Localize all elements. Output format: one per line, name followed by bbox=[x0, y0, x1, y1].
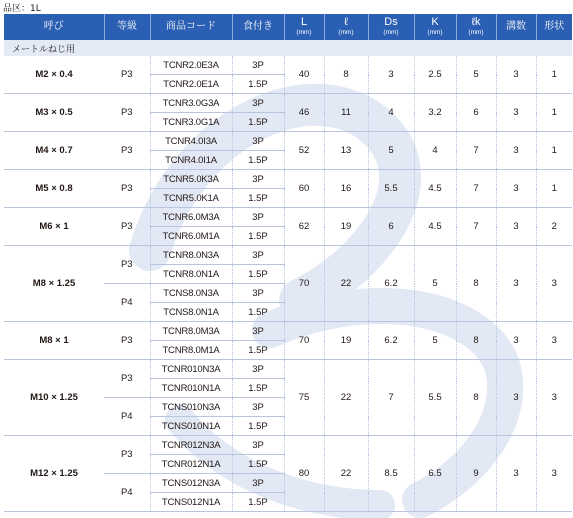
product-code: TCNR6.0M1A bbox=[150, 227, 232, 246]
dim-shape: 1 bbox=[536, 94, 572, 132]
header-l-unit: (mm) bbox=[338, 28, 354, 36]
product-code: TCNR3.0G1A bbox=[150, 113, 232, 132]
product-category-note: 品区：1L bbox=[3, 4, 41, 14]
dim-L: 40 bbox=[284, 56, 324, 94]
dim-grooves: 3 bbox=[496, 170, 536, 208]
bite-length: 1.5P bbox=[232, 75, 284, 94]
header-name: 呼び bbox=[4, 14, 104, 40]
dim-l: 22 bbox=[324, 246, 368, 322]
header-bite: 食付き bbox=[232, 14, 284, 40]
header-Ds bbox=[368, 14, 414, 40]
bite-length: 3P bbox=[232, 132, 284, 151]
product-code: TCNR8.0M1A bbox=[150, 341, 232, 360]
dim-Ds: 6.2 bbox=[368, 246, 414, 322]
dim-grooves: 3 bbox=[496, 56, 536, 94]
header-Ds-label: Ds bbox=[384, 16, 398, 29]
dim-grooves: 3 bbox=[496, 322, 536, 360]
dim-l: 16 bbox=[324, 170, 368, 208]
product-code: TCNR3.0G3A bbox=[150, 94, 232, 113]
dim-lk: 7 bbox=[456, 132, 496, 170]
dim-L: 70 bbox=[284, 246, 324, 322]
grade-cell: P4 bbox=[104, 398, 150, 436]
table-row bbox=[4, 360, 572, 379]
dim-Ds: 6.2 bbox=[368, 322, 414, 360]
grade-cell: P3 bbox=[104, 170, 150, 208]
thread-size: M3 × 0.5 bbox=[4, 94, 104, 132]
header-l bbox=[324, 14, 368, 40]
table-row bbox=[4, 436, 572, 455]
grade-cell: P3 bbox=[104, 132, 150, 170]
dim-L: 52 bbox=[284, 132, 324, 170]
bite-length: 1.5P bbox=[232, 113, 284, 132]
bite-length: 3P bbox=[232, 398, 284, 417]
table-row bbox=[4, 322, 572, 341]
product-code: TCNR012N3A bbox=[150, 436, 232, 455]
grade-cell: P3 bbox=[104, 208, 150, 246]
grade-cell: P3 bbox=[104, 94, 150, 132]
grade-cell: P4 bbox=[104, 474, 150, 512]
product-code: TCNR6.0M3A bbox=[150, 208, 232, 227]
dim-grooves: 3 bbox=[496, 132, 536, 170]
dim-grooves: 3 bbox=[496, 94, 536, 132]
header-K bbox=[414, 14, 456, 40]
dim-K: 3.2 bbox=[414, 94, 456, 132]
bite-length: 3P bbox=[232, 94, 284, 113]
dim-L: 62 bbox=[284, 208, 324, 246]
bite-length: 1.5P bbox=[232, 379, 284, 398]
header-shape: 形状 bbox=[536, 14, 572, 40]
thread-size: M10 × 1.25 bbox=[4, 360, 104, 436]
thread-size: M8 × 1.25 bbox=[4, 246, 104, 322]
product-code: TCNS010N3A bbox=[150, 398, 232, 417]
dim-lk: 6 bbox=[456, 94, 496, 132]
dim-lk: 5 bbox=[456, 56, 496, 94]
bite-length: 3P bbox=[232, 360, 284, 379]
header-L-unit: (mm) bbox=[296, 28, 312, 36]
dim-shape: 3 bbox=[536, 360, 572, 436]
dim-lk: 8 bbox=[456, 360, 496, 436]
bite-length: 1.5P bbox=[232, 455, 284, 474]
dim-Ds: 5.5 bbox=[368, 170, 414, 208]
product-code: TCNR5.0K1A bbox=[150, 189, 232, 208]
dim-l: 19 bbox=[324, 322, 368, 360]
dim-grooves: 3 bbox=[496, 360, 536, 436]
product-code: TCNS010N1A bbox=[150, 417, 232, 436]
bite-length: 1.5P bbox=[232, 493, 284, 512]
dim-lk: 7 bbox=[456, 208, 496, 246]
dim-L: 75 bbox=[284, 360, 324, 436]
product-code: TCNR010N1A bbox=[150, 379, 232, 398]
dim-l: 22 bbox=[324, 360, 368, 436]
header-Ds-unit: (mm) bbox=[383, 28, 399, 36]
dim-grooves: 3 bbox=[496, 208, 536, 246]
table-row bbox=[4, 94, 572, 113]
header-L-label: L bbox=[300, 16, 308, 29]
product-code: TCNR4.0I1A bbox=[150, 151, 232, 170]
bite-length: 1.5P bbox=[232, 265, 284, 284]
grade-cell: P3 bbox=[104, 360, 150, 398]
bite-length: 1.5P bbox=[232, 227, 284, 246]
dim-Ds: 6 bbox=[368, 208, 414, 246]
dim-grooves: 3 bbox=[496, 436, 536, 512]
dim-lk: 7 bbox=[456, 170, 496, 208]
header-grooves: 溝数 bbox=[496, 14, 536, 40]
bite-length: 1.5P bbox=[232, 189, 284, 208]
dim-K: 5.5 bbox=[414, 360, 456, 436]
product-code: TCNR5.0K3A bbox=[150, 170, 232, 189]
bite-length: 3P bbox=[232, 436, 284, 455]
dim-K: 4.5 bbox=[414, 170, 456, 208]
header-grade: 等級 bbox=[104, 14, 150, 40]
dim-shape: 3 bbox=[536, 322, 572, 360]
dim-K: 4 bbox=[414, 132, 456, 170]
dim-lk: 8 bbox=[456, 322, 496, 360]
bite-length: 1.5P bbox=[232, 303, 284, 322]
dim-K: 2.5 bbox=[414, 56, 456, 94]
tap-spec-table bbox=[4, 14, 572, 512]
dim-L: 60 bbox=[284, 170, 324, 208]
dim-L: 70 bbox=[284, 322, 324, 360]
header-K-label: K bbox=[431, 16, 439, 29]
dim-L: 46 bbox=[284, 94, 324, 132]
header-lk-unit: (mm) bbox=[468, 28, 484, 36]
grade-cell: P3 bbox=[104, 246, 150, 284]
product-code: TCNR010N3A bbox=[150, 360, 232, 379]
dim-Ds: 5 bbox=[368, 132, 414, 170]
dim-shape: 2 bbox=[536, 208, 572, 246]
dim-grooves: 3 bbox=[496, 246, 536, 322]
table-row bbox=[4, 170, 572, 189]
dim-shape: 1 bbox=[536, 170, 572, 208]
bite-length: 3P bbox=[232, 208, 284, 227]
header-lk bbox=[456, 14, 496, 40]
header-K-unit: (mm) bbox=[427, 28, 443, 36]
dim-Ds: 8.5 bbox=[368, 436, 414, 512]
thread-size: M4 × 0.7 bbox=[4, 132, 104, 170]
header-lk-label: ℓk bbox=[471, 16, 481, 29]
dim-shape: 1 bbox=[536, 56, 572, 94]
dim-l: 13 bbox=[324, 132, 368, 170]
table-header-row bbox=[4, 14, 572, 40]
dim-l: 8 bbox=[324, 56, 368, 94]
table-row bbox=[4, 246, 572, 265]
grade-cell: P4 bbox=[104, 284, 150, 322]
dim-shape: 3 bbox=[536, 246, 572, 322]
bite-length: 3P bbox=[232, 170, 284, 189]
thread-size: M6 × 1 bbox=[4, 208, 104, 246]
bite-length: 3P bbox=[232, 246, 284, 265]
dim-K: 6.5 bbox=[414, 436, 456, 512]
product-code: TCNR2.0E1A bbox=[150, 75, 232, 94]
product-code: TCNR8.0N1A bbox=[150, 265, 232, 284]
dim-shape: 3 bbox=[536, 436, 572, 512]
bite-length: 3P bbox=[232, 284, 284, 303]
table-row bbox=[4, 56, 572, 75]
dim-lk: 8 bbox=[456, 246, 496, 322]
thread-size: M2 × 0.4 bbox=[4, 56, 104, 94]
dim-K: 5 bbox=[414, 246, 456, 322]
section-row bbox=[4, 40, 572, 56]
header-code: 商品コード bbox=[150, 14, 232, 40]
dim-Ds: 7 bbox=[368, 360, 414, 436]
thread-size: M12 × 1.25 bbox=[4, 436, 104, 512]
dim-l: 19 bbox=[324, 208, 368, 246]
dim-shape: 1 bbox=[536, 132, 572, 170]
product-code: TCNR2.0E3A bbox=[150, 56, 232, 75]
dim-Ds: 4 bbox=[368, 94, 414, 132]
bite-length: 1.5P bbox=[232, 417, 284, 436]
dim-l: 11 bbox=[324, 94, 368, 132]
section-label: メートルねじ用 bbox=[4, 40, 572, 56]
bite-length: 1.5P bbox=[232, 151, 284, 170]
dim-L: 80 bbox=[284, 436, 324, 512]
grade-cell: P3 bbox=[104, 56, 150, 94]
grade-cell: P3 bbox=[104, 436, 150, 474]
thread-size: M5 × 0.8 bbox=[4, 170, 104, 208]
product-code: TCNS8.0N3A bbox=[150, 284, 232, 303]
dim-Ds: 3 bbox=[368, 56, 414, 94]
dim-lk: 9 bbox=[456, 436, 496, 512]
table-row bbox=[4, 208, 572, 227]
product-code: TCNS8.0N1A bbox=[150, 303, 232, 322]
table-row bbox=[4, 132, 572, 151]
bite-length: 3P bbox=[232, 322, 284, 341]
product-code: TCNS012N1A bbox=[150, 493, 232, 512]
bite-length: 3P bbox=[232, 474, 284, 493]
header-L bbox=[284, 14, 324, 40]
grade-cell: P3 bbox=[104, 322, 150, 360]
dim-l: 22 bbox=[324, 436, 368, 512]
thread-size: M8 × 1 bbox=[4, 322, 104, 360]
product-code: TCNR012N1A bbox=[150, 455, 232, 474]
bite-length: 3P bbox=[232, 56, 284, 75]
dim-K: 5 bbox=[414, 322, 456, 360]
product-code: TCNR8.0N3A bbox=[150, 246, 232, 265]
product-code: TCNR8.0M3A bbox=[150, 322, 232, 341]
dim-K: 4.5 bbox=[414, 208, 456, 246]
bite-length: 1.5P bbox=[232, 341, 284, 360]
product-code: TCNS012N3A bbox=[150, 474, 232, 493]
header-l-label: ℓ bbox=[344, 16, 348, 29]
product-code: TCNR4.0I3A bbox=[150, 132, 232, 151]
